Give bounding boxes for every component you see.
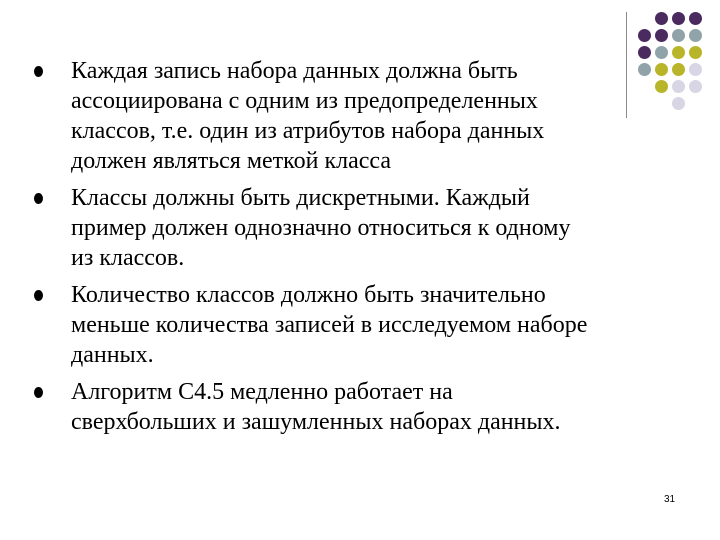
page-number: 31	[664, 494, 676, 505]
bullet-dot-icon	[34, 387, 43, 398]
bullet-dot-icon	[34, 290, 43, 301]
bullet-text-line: классов, т.е. один из атрибутов набора данных	[71, 118, 545, 144]
bullet-text-line: Алгоритм C4.5 медленно работает на	[71, 379, 453, 405]
decorative-dot	[638, 29, 651, 42]
decorative-dot	[655, 29, 668, 42]
bullet-item	[34, 377, 694, 437]
bullet-text-line: сверхбольших и зашумленных наборах данных.	[71, 409, 561, 435]
bullet-text-line: из классов.	[71, 245, 185, 271]
bullet-item	[34, 56, 694, 176]
bullet-text-line: Каждая запись набора данных должна быть	[71, 58, 518, 84]
bullet-text-line: должен являться меткой класса	[71, 148, 391, 174]
bullet-text-line: ассоциирована с одним из предопределенных	[71, 88, 538, 114]
bullet-text-line: данных.	[71, 342, 154, 368]
bullet-item	[34, 280, 694, 370]
decorative-dot	[672, 29, 685, 42]
bullet-dot-icon	[34, 193, 43, 204]
decorative-dot	[689, 29, 702, 42]
bullet-text-line: меньше количества записей в исследуемом наборе	[71, 312, 588, 338]
bullet-text-line: Количество классов должно быть значительно	[71, 282, 546, 308]
bullet-dot-icon	[34, 66, 43, 77]
decorative-dot	[672, 12, 685, 25]
bullet-text-line: Классы должны быть дискретными. Каждый	[71, 185, 530, 211]
bullet-list	[34, 56, 694, 444]
decorative-dot	[689, 12, 702, 25]
decorative-dot	[655, 12, 668, 25]
bullet-item	[34, 183, 694, 273]
bullet-text-line: пример должен однозначно относиться к одному	[71, 215, 571, 241]
